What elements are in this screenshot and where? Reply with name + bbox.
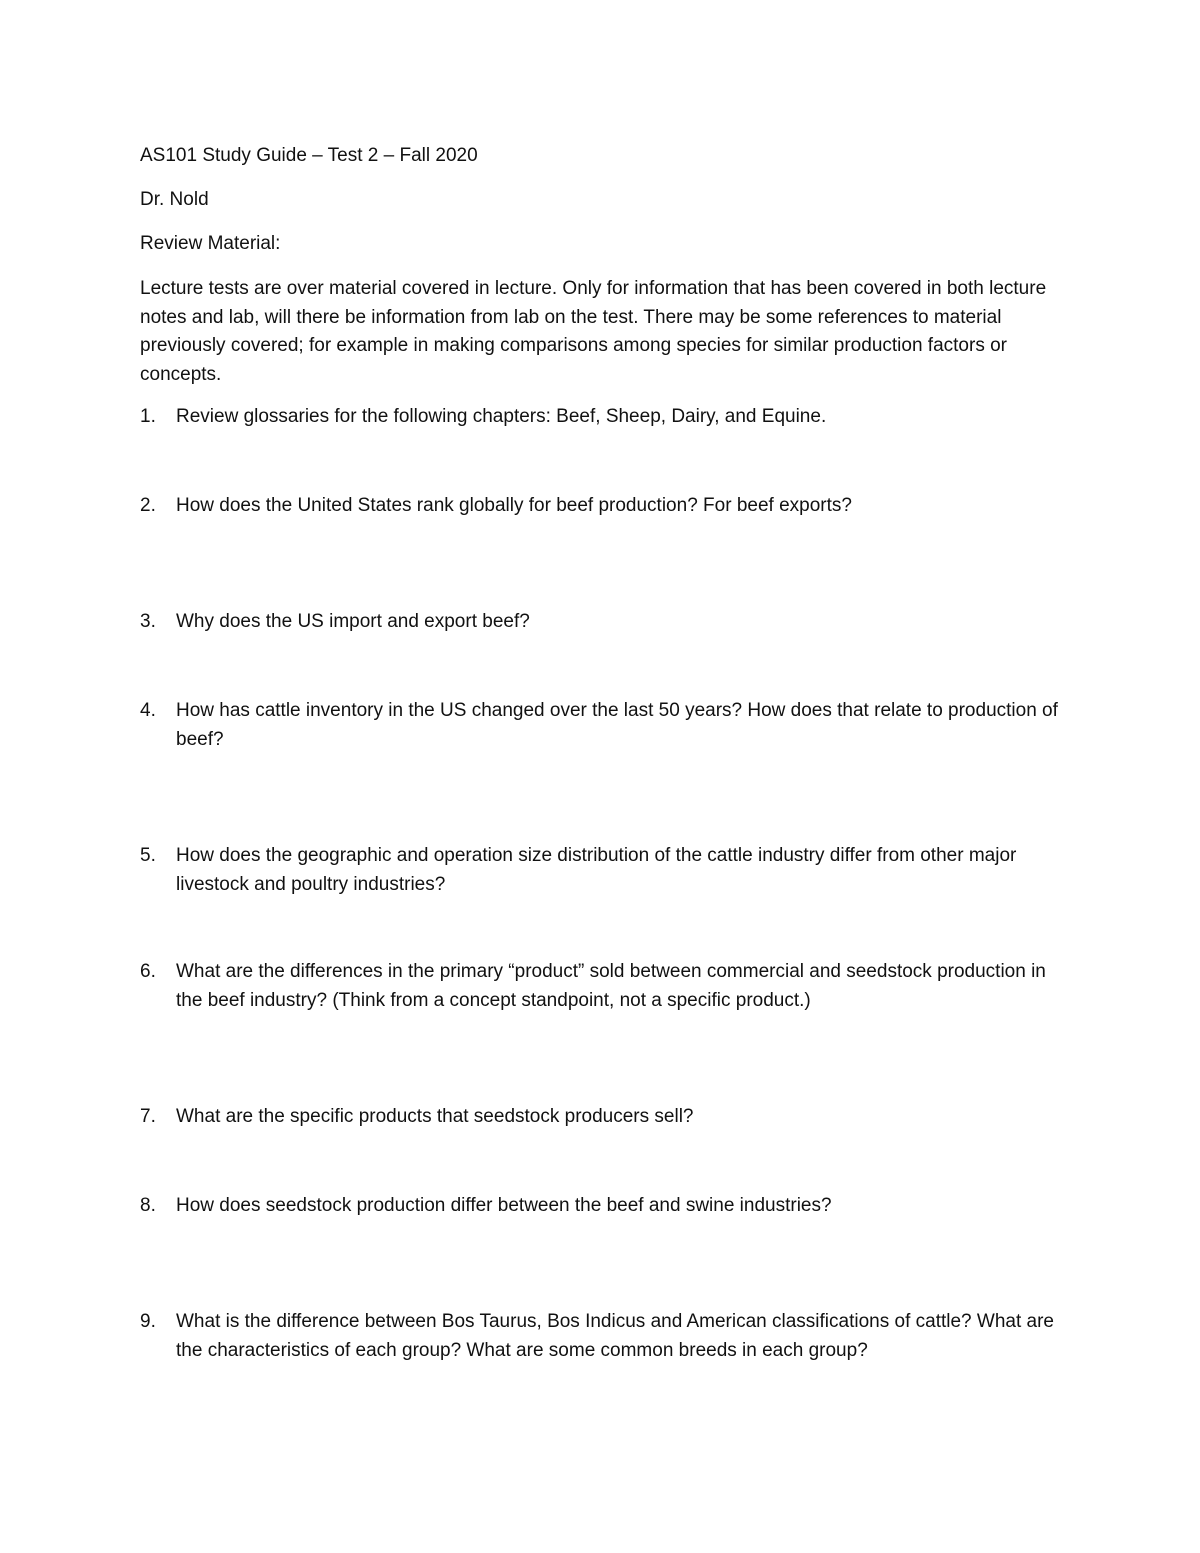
question-item	[140, 958, 1060, 1015]
question-number: 7.	[140, 1106, 156, 1127]
question-number: 2.	[140, 495, 156, 516]
question-item	[140, 1192, 1060, 1221]
question-number: 3.	[140, 611, 156, 632]
question-text: How does seedstock production differ between the beef and swine industries?	[176, 1195, 832, 1216]
question-item	[140, 1308, 1060, 1365]
intro-paragraph: Lecture tests are over material covered in lecture. Only for information that has been covered in both lecture notes and lab, will there be information from lab on the test. There may be some references to material previously covered; for example in making comparisons among species for similar production factors or concepts.	[140, 278, 1047, 385]
question-number: 6.	[140, 961, 156, 982]
question-item	[140, 842, 1060, 899]
question-item	[140, 1103, 1060, 1132]
question-text: Review glossaries for the following chapters: Beef, Sheep, Dairy, and Equine.	[176, 406, 827, 427]
question-number: 5.	[140, 845, 156, 866]
question-item	[140, 697, 1060, 754]
question-text: Why does the US import and export beef?	[176, 611, 530, 632]
question-number: 1.	[140, 406, 156, 427]
question-number: 8.	[140, 1195, 156, 1216]
document-title: AS101 Study Guide – Test 2 – Fall 2020	[140, 145, 478, 166]
section-heading: Review Material:	[140, 233, 281, 254]
question-text: What is the difference between Bos Taurus, Bos Indicus and American classifications of cattle? What are the characteristics of each group? What are some common breeds in each group?	[176, 1311, 1054, 1361]
question-text: How does the geographic and operation size distribution of the cattle industry differ from other major livestock and poultry industries?	[176, 845, 1017, 895]
question-item	[140, 403, 1060, 432]
instructor-name: Dr. Nold	[140, 189, 209, 210]
question-number: 4.	[140, 700, 156, 721]
question-item	[140, 608, 1060, 637]
question-item	[140, 492, 1060, 521]
question-text: What are the specific products that seedstock producers sell?	[176, 1106, 694, 1127]
question-text: How does the United States rank globally for beef production? For beef exports?	[176, 495, 852, 516]
question-number: 9.	[140, 1311, 156, 1332]
question-text: How has cattle inventory in the US changed over the last 50 years? How does that relate to production of beef?	[176, 700, 1058, 750]
question-text: What are the differences in the primary “product” sold between commercial and seedstock production in the beef industry? (Think from a concept standpoint, not a specific product.)	[176, 961, 1046, 1011]
